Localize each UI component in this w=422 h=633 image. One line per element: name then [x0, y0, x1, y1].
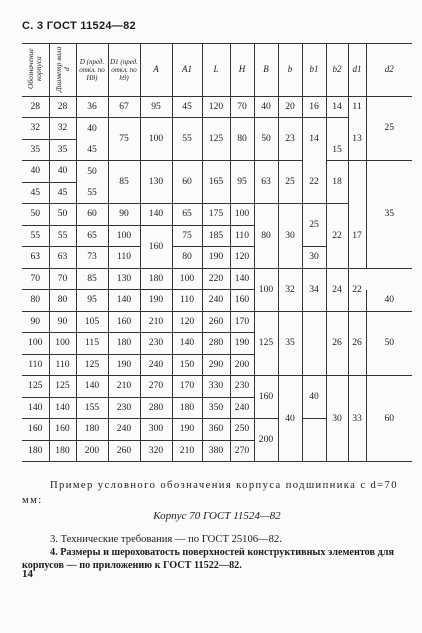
- table-row: [22, 376, 412, 398]
- cell: 240: [202, 290, 230, 312]
- cell: 22: [348, 268, 366, 311]
- cell: 260: [202, 311, 230, 333]
- cell: 63: [254, 161, 278, 204]
- cell: 190: [108, 354, 140, 376]
- cell: 90: [108, 204, 140, 226]
- cell: 110: [108, 247, 140, 269]
- cell: 100: [172, 268, 202, 290]
- cell: 180: [140, 268, 172, 290]
- cell: 25: [278, 161, 302, 204]
- cell: 230: [230, 376, 254, 398]
- cell: 160: [140, 225, 172, 268]
- cell: 160: [108, 311, 140, 333]
- cell: 75: [172, 225, 202, 247]
- cell: [348, 161, 366, 204]
- col-header-A: A: [140, 44, 172, 97]
- cell: 80: [254, 204, 278, 269]
- cell: 165: [202, 161, 230, 204]
- cell: 26: [348, 311, 366, 376]
- page-header: С. 3 ГОСТ 11524—82: [22, 20, 136, 32]
- cell: [326, 118, 348, 140]
- cell: 90: [49, 311, 76, 333]
- cell: 28: [49, 96, 76, 118]
- cell: 280: [202, 333, 230, 355]
- cell: 50: [366, 311, 412, 376]
- col-header-B: B: [254, 44, 278, 97]
- cell: 60: [172, 161, 202, 204]
- cell: 100: [140, 118, 172, 161]
- cell: 125: [76, 354, 108, 376]
- col-header-d1: d1: [348, 44, 366, 97]
- cell: 270: [140, 376, 172, 398]
- col-header-b2: b2: [326, 44, 348, 97]
- cell: 40: [49, 161, 76, 183]
- cell: 140: [140, 204, 172, 226]
- cell: 140: [230, 268, 254, 290]
- cell: 40: [302, 376, 326, 419]
- cell: 70: [49, 268, 76, 290]
- cell: 40: [76, 118, 108, 140]
- cell: 32: [49, 118, 76, 140]
- note-4: 4. Размеры и шероховатость поверхностей конструктивных элементов для корпусов — по приложению к ГОСТ 11522—82.: [22, 547, 394, 571]
- table-row: [22, 204, 412, 226]
- cell: 120: [230, 247, 254, 269]
- cell: 55: [76, 182, 108, 204]
- cell: 280: [140, 397, 172, 419]
- cell: 80: [172, 247, 202, 269]
- cell: 190: [202, 247, 230, 269]
- cell: 70: [22, 268, 49, 290]
- cell: 13: [348, 118, 366, 161]
- cell: 90: [22, 311, 49, 333]
- cell: 100: [22, 333, 49, 355]
- dimensions-table: [22, 43, 412, 462]
- cell: 33: [348, 376, 366, 462]
- cell: 23: [278, 118, 302, 161]
- col-header-L: L: [202, 44, 230, 97]
- cell: 200: [76, 440, 108, 462]
- cell: 180: [49, 440, 76, 462]
- cell: 50: [76, 161, 108, 183]
- cell: 140: [49, 397, 76, 419]
- cell: 45: [172, 96, 202, 118]
- cell: 100: [254, 268, 278, 311]
- cell: 50: [49, 204, 76, 226]
- cell: 25: [366, 96, 412, 161]
- cell: 330: [202, 376, 230, 398]
- cell: 95: [230, 161, 254, 204]
- cell: 100: [230, 204, 254, 226]
- cell: 220: [202, 268, 230, 290]
- cell: 55: [22, 225, 49, 247]
- cell: 34: [302, 268, 326, 311]
- cell: 85: [108, 161, 140, 204]
- cell: 45: [22, 182, 49, 204]
- cell: 180: [108, 333, 140, 355]
- col-header-designation: Обозначение корпуса: [22, 44, 49, 97]
- table-row: [22, 118, 412, 140]
- cell: 55: [172, 118, 202, 161]
- cell: 24: [326, 268, 348, 311]
- cell: 35: [49, 139, 76, 161]
- cell: 230: [140, 333, 172, 355]
- cell: 155: [76, 397, 108, 419]
- cell: 125: [254, 311, 278, 376]
- cell: 190: [140, 290, 172, 312]
- cell: 65: [76, 225, 108, 247]
- cell: 160: [22, 419, 49, 441]
- cell: 150: [172, 354, 202, 376]
- cell: 35: [22, 139, 49, 161]
- col-header-A1: A1: [172, 44, 202, 97]
- cell: 175: [202, 204, 230, 226]
- cell: 22: [326, 204, 348, 269]
- cell: 80: [230, 118, 254, 161]
- cell: 300: [140, 419, 172, 441]
- cell: 63: [49, 247, 76, 269]
- cell: 240: [230, 397, 254, 419]
- cell: 45: [76, 139, 108, 161]
- cell: 230: [108, 397, 140, 419]
- cell: 15: [326, 139, 348, 161]
- cell: 67: [108, 96, 140, 118]
- cell: 240: [140, 354, 172, 376]
- cell: 270: [230, 440, 254, 462]
- cell: 14: [302, 118, 326, 161]
- cell: 40: [278, 376, 302, 462]
- cell: 180: [76, 419, 108, 441]
- cell: 36: [76, 96, 108, 118]
- cell: 95: [76, 290, 108, 312]
- page-number: 14: [22, 568, 33, 580]
- cell: 55: [49, 225, 76, 247]
- table-header-row: [22, 44, 412, 97]
- cell: 180: [172, 397, 202, 419]
- cell: 32: [22, 118, 49, 140]
- cell: 130: [140, 161, 172, 204]
- table-row: [22, 268, 412, 290]
- cell: 25: [302, 204, 326, 247]
- cell: 210: [172, 440, 202, 462]
- cell: 110: [22, 354, 49, 376]
- cell: 160: [254, 376, 278, 419]
- cell: 80: [49, 290, 76, 312]
- cell: 17: [348, 204, 366, 269]
- cell: 28: [22, 96, 49, 118]
- cell: 110: [49, 354, 76, 376]
- cell: 185: [202, 225, 230, 247]
- cell: 16: [302, 96, 326, 118]
- cell: 30: [278, 204, 302, 269]
- col-header-b1: b1: [302, 44, 326, 97]
- cell: 210: [108, 376, 140, 398]
- cell: 180: [22, 440, 49, 462]
- cell: 35: [278, 311, 302, 376]
- cell: 22: [302, 161, 326, 204]
- cell: 130: [108, 268, 140, 290]
- col-header-shaft-diameter: Диаметр вала d: [49, 44, 76, 97]
- cell: 60: [76, 204, 108, 226]
- cell: 11: [348, 96, 366, 118]
- cell: 380: [202, 440, 230, 462]
- cell: 20: [278, 96, 302, 118]
- cell: 160: [49, 419, 76, 441]
- cell: 50: [254, 118, 278, 161]
- cell: 95: [140, 96, 172, 118]
- cell: 35: [366, 161, 412, 269]
- cell: 240: [108, 419, 140, 441]
- cell: 75: [108, 118, 140, 161]
- cell: 190: [172, 419, 202, 441]
- cell: 350: [202, 397, 230, 419]
- cell: 40: [22, 161, 49, 183]
- cell: 115: [76, 333, 108, 355]
- cell: 40: [254, 96, 278, 118]
- cell: 320: [140, 440, 172, 462]
- col-header-D: D (пред. откл. по H8): [76, 44, 108, 97]
- col-header-b: b: [278, 44, 302, 97]
- cell: 18: [326, 161, 348, 204]
- cell: 125: [202, 118, 230, 161]
- cell: [302, 419, 326, 462]
- cell: 32: [278, 268, 302, 311]
- col-header-D1: D1 (пред. откл. по h9): [108, 44, 140, 97]
- cell: 30: [326, 376, 348, 462]
- table-row: [22, 96, 412, 118]
- cell: 100: [49, 333, 76, 355]
- cell: 160: [230, 290, 254, 312]
- cell: 65: [172, 204, 202, 226]
- cell: 100: [108, 225, 140, 247]
- cell: 140: [108, 290, 140, 312]
- cell: 30: [302, 247, 326, 269]
- cell: 200: [230, 354, 254, 376]
- example-designation: Корпус 70 ГОСТ 11524—82: [153, 510, 281, 522]
- cell: 110: [172, 290, 202, 312]
- col-header-H: H: [230, 44, 254, 97]
- cell: 125: [49, 376, 76, 398]
- cell: 210: [140, 311, 172, 333]
- cell: 360: [202, 419, 230, 441]
- cell: 120: [172, 311, 202, 333]
- cell: 14: [326, 96, 348, 118]
- table-row: [22, 311, 412, 333]
- cell: 260: [108, 440, 140, 462]
- cell: 63: [22, 247, 49, 269]
- cell: 140: [172, 333, 202, 355]
- col-header-d2: d2: [366, 44, 412, 97]
- cell: 190: [230, 333, 254, 355]
- cell: 140: [76, 376, 108, 398]
- cell: 120: [202, 96, 230, 118]
- cell: 40: [366, 290, 412, 312]
- cell: 200: [254, 419, 278, 462]
- cell: 140: [22, 397, 49, 419]
- cell: 110: [230, 225, 254, 247]
- example-intro: Пример условного обозначения корпуса подшипника с d=70 мм:: [22, 480, 398, 506]
- cell: 50: [22, 204, 49, 226]
- cell: 60: [366, 376, 412, 462]
- cell: 85: [76, 268, 108, 290]
- table-row: [22, 161, 412, 183]
- cell: 45: [49, 182, 76, 204]
- cell: 70: [230, 96, 254, 118]
- cell: 73: [76, 247, 108, 269]
- cell: 125: [22, 376, 49, 398]
- cell: 170: [230, 311, 254, 333]
- cell: 80: [22, 290, 49, 312]
- cell: 170: [172, 376, 202, 398]
- cell: 26: [326, 311, 348, 376]
- cell: 290: [202, 354, 230, 376]
- cell: 105: [76, 311, 108, 333]
- note-3: 3. Технические требования — по ГОСТ 25106—82.: [50, 534, 282, 545]
- cell: 250: [230, 419, 254, 441]
